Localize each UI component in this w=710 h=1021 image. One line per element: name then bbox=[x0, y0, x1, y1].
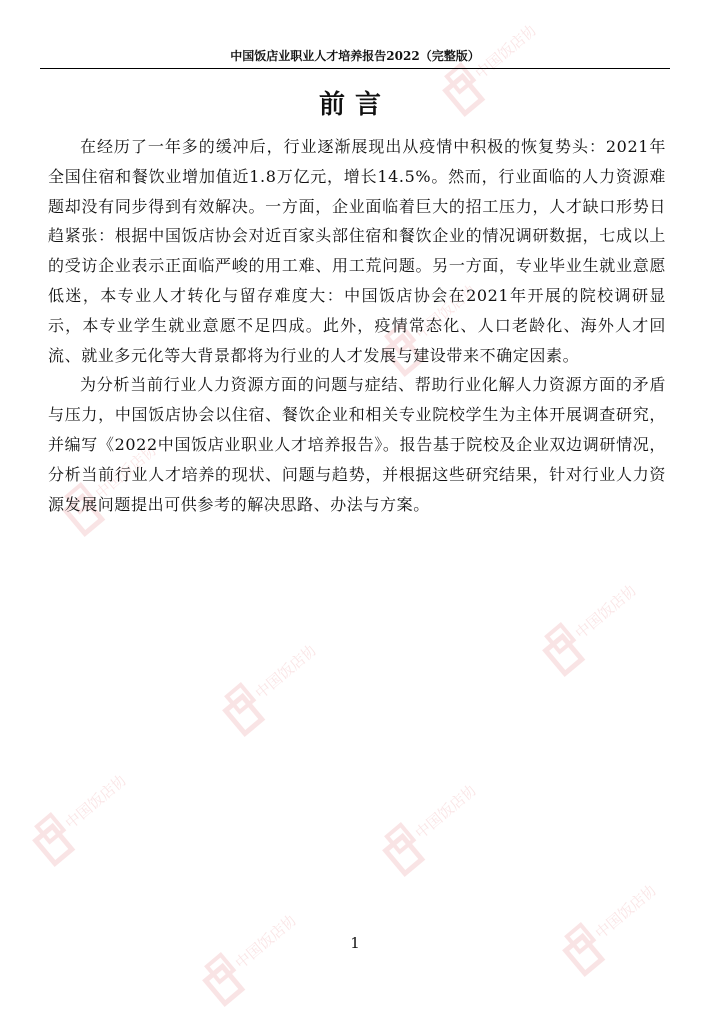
svg-text:中国饭店协会: 中国饭店协会 bbox=[251, 631, 333, 703]
paragraph: 在经历了一年多的缓冲后，行业逐渐展现出从疫情中积极的恢复势头：2021年全国住宿和餐饮业增加值近1.8万亿元，增长14.5%。然而，行业面临的人力资源难题却没有同步得到有效解决。一方面，企业面临着巨大的招工压力，人才缺口形势日趋紧张：根据中国饭店协会对近百家头部住宿和餐饮企业的情况调研数据，七成以上的受访企业表示正面临严峻的用工难、用工荒问题。另一方面，专业毕业生就业意愿低迷，本专业人才转化与留存难度大：中国饭店协会在2021年开展的院校调研显示，本专业学生就业意愿不足四成。此外，疫情常态化、人口老龄化、海外人才回流、就业多元化等大背景都将为行业的人才发展与建设带来不确定因素。 bbox=[48, 137, 666, 365]
watermark-logo bbox=[24, 762, 147, 879]
watermark-logo bbox=[374, 772, 497, 889]
svg-text:中国饭店协会: 中国饭店协会 bbox=[91, 431, 173, 503]
svg-text:中国饭店协会: 中国饭店协会 bbox=[471, 11, 553, 83]
svg-text:中国饭店协会: 中国饭店协会 bbox=[591, 871, 673, 943]
page-number: 1 bbox=[350, 934, 360, 952]
watermark-logo bbox=[534, 572, 657, 689]
svg-text:中国饭店协会: 中国饭店协会 bbox=[231, 901, 313, 973]
paragraph: 为分析当前行业人力资源方面的问题与症结、帮助行业化解人力资源方面的矛盾与压力，中国饭店协会以住宿、餐饮企业和相关专业院校学生为主体开展调查研究，并编写《2022中国饭店业职业人才培养报告》。报告基于院校及企业双边调研情况，分析当前行业人才培养的现状、问题与趋势，并根据这些研究结果，针对行业人力资源发展问题提出可供参考的解决思路、办法与方案。 bbox=[48, 375, 666, 514]
running-header-title: 中国饭店业职业人才培养报告2022（完整版） bbox=[230, 49, 480, 63]
svg-text:中国饭店协会: 中国饭店协会 bbox=[571, 571, 653, 643]
running-header bbox=[40, 46, 670, 69]
svg-text:中国饭店协会: 中国饭店协会 bbox=[61, 761, 143, 833]
page-title: 前言 bbox=[318, 90, 391, 120]
watermark-logo bbox=[214, 632, 337, 749]
svg-text:中国饭店协会: 中国饭店协会 bbox=[411, 271, 493, 343]
watermark-logo bbox=[554, 872, 677, 989]
svg-text:中国饭店协会: 中国饭店协会 bbox=[411, 771, 493, 843]
watermark-logo bbox=[194, 902, 317, 1019]
body-text bbox=[48, 132, 666, 519]
